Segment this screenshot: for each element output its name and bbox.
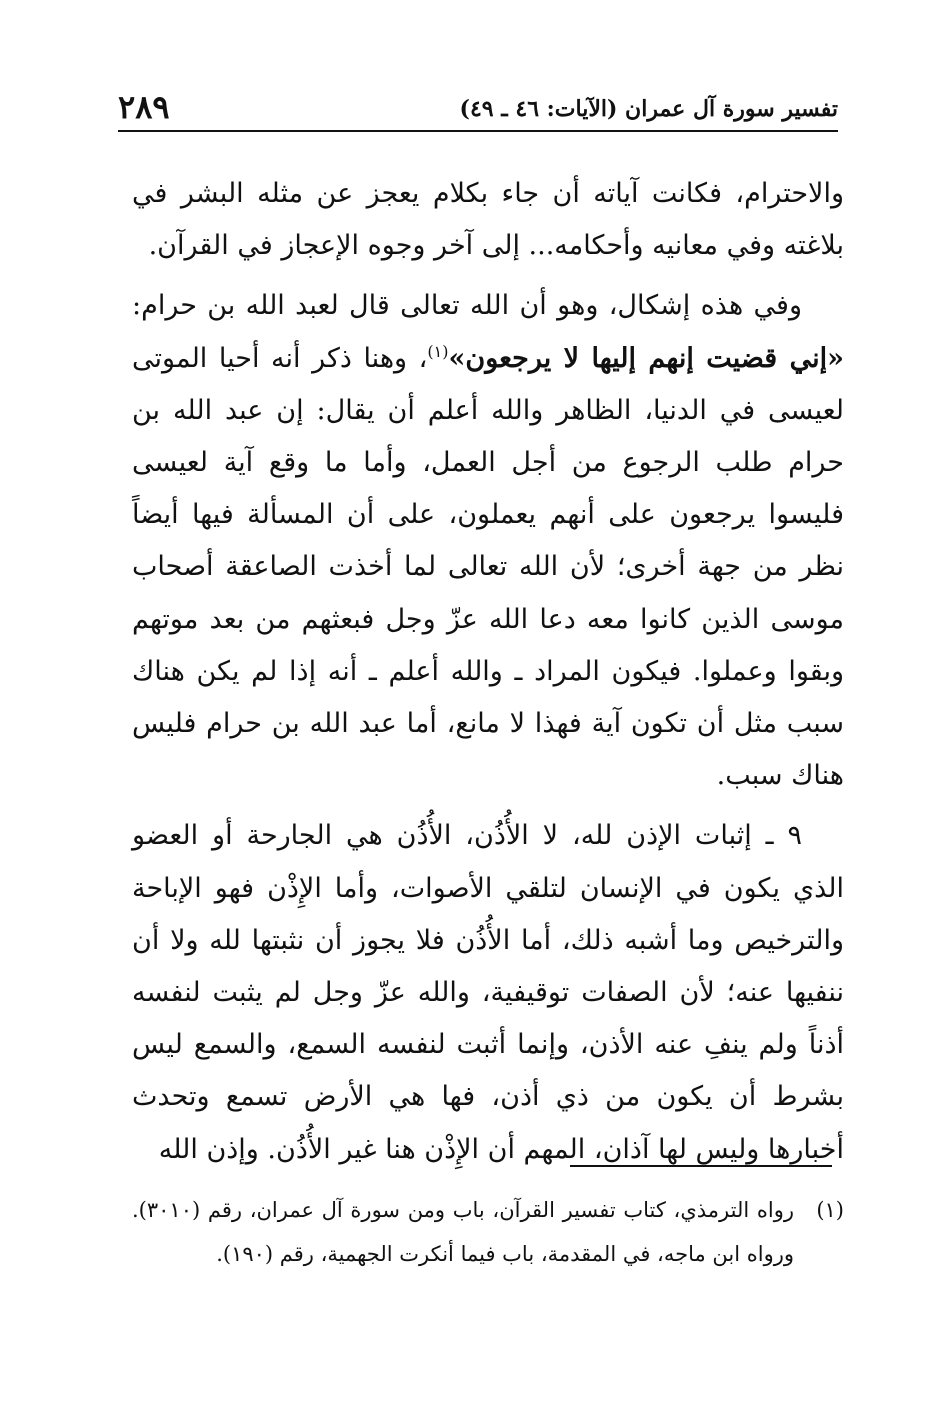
paragraph-2-rest: ، وهنا ذكر أنه أحيا الموتى لعيسى في الدنيا، الظاهر والله أعلم أن يقال: إن عبد الله بن حرام طلب الرجوع من أجل العمل، وأما ما وقع آية لعيسى فليسوا يرجعون على أنهم يعملون، على أن المسألة فيها أيضاً نظر من جهة أخرى؛ لأن الله تعالى لما أخذت الصاعقة أصحاب موسى الذين كانوا معه دعا الله عزّ وجل فبعثهم من بعد موتهم وبقوا وعملوا. فيكون المراد ـ والله أعلم ـ أنه إذا لم يكن هناك سبب مثل أن تكون آية فهذا لا مانع، أما عبد الله بن حرام فليس هناك سبب. (132, 342, 844, 792)
page-number: ٢٨٩ (118, 88, 170, 126)
running-header (118, 82, 838, 132)
paragraph-2 (132, 280, 844, 802)
paragraph-3: ٩ ـ إثبات الإذن لله، لا الأُذُن، الأُذُن هي الجارحة أو العضو الذي يكون في الإنسان لتلقي الأصوات، وأما الإِذْن فهو الإباحة والترخيص وما أشبه ذلك، أما الأُذُن فلا يجوز أن نثبتها لله ولا أن ننفيها عنه؛ لأن الصفات توقيفية، والله عزّ وجل لم يثبت لنفسه أذناً ولم ينفِ عنه الأذن، وإنما أثبت لنفسه السمع، والسمع ليس بشرط أن يكون من ذي أذن، فها هي الأرض تسمع وتحدث أخبارها وليس لها آذان، المهم أن الإِذْن هنا غير الأُذُن. وإذن الله (132, 820, 844, 1165)
running-header-title: تفسير سورة آل عمران (الآيات: ٤٦ ـ ٤٩) (459, 96, 838, 122)
paragraph-2-lead: وفي هذه إشكال، وهو أن الله تعالى قال لعبد الله بن حرام: (132, 290, 802, 322)
main-text (132, 168, 844, 1184)
footnote-text: رواه الترمذي، كتاب تفسير القرآن، باب ومن سورة آل عمران، رقم (٣٠١٠). ورواه ابن ماجه، في المقدمة، باب فيما أنكرت الجهمية، رقم (١٩٠). (132, 1198, 794, 1266)
footnote-divider (570, 1165, 832, 1167)
footnote-reference-1[interactable]: (١) (427, 341, 449, 361)
footnotes-section (132, 1188, 844, 1276)
footnote-1 (132, 1188, 844, 1276)
header-divider (118, 130, 838, 132)
quranic-quote: «إني قضيت إنهم إليها لا يرجعون» (448, 342, 845, 374)
paragraph-1: والاحترام، فكانت آياته أن جاء بكلام يعجز عن مثله البشر في بلاغته وفي معانيه وأحكامه... إلى آخر وجوه الإعجاز في القرآن. (132, 178, 844, 262)
footnote-marker: (١) (816, 1198, 844, 1222)
